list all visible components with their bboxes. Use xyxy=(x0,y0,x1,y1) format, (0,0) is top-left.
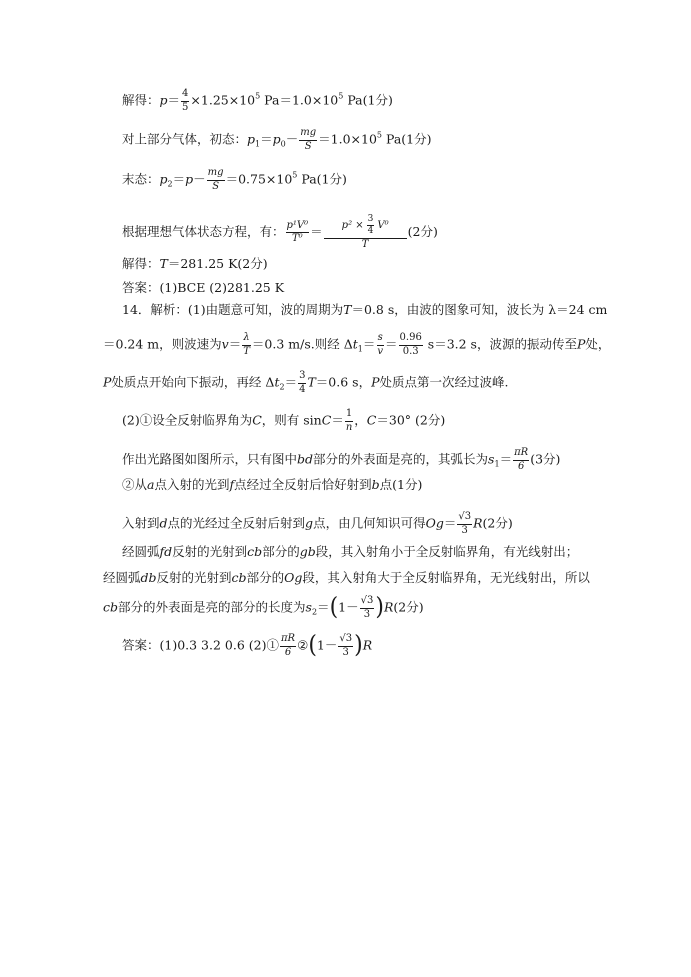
text: 处， xyxy=(585,336,611,352)
fraction xyxy=(207,168,225,192)
text: ②从 xyxy=(122,477,148,492)
answer-line-2 xyxy=(122,631,373,660)
text: 作出光路图如图所示，只有图中 xyxy=(122,451,298,467)
text: (3分) xyxy=(530,451,561,467)
text: 段，其入射角小于全反射临界角，有光线射出； xyxy=(315,544,579,559)
text: 点入射的光到 xyxy=(154,477,230,492)
text: Pa(1分) xyxy=(297,171,347,187)
text: 经圆弧 xyxy=(103,570,141,585)
var-d: d xyxy=(159,515,168,531)
var-p: p xyxy=(185,171,194,187)
solution-line-16 xyxy=(103,593,424,622)
var-cb: cb xyxy=(231,570,247,585)
denominator: 4 xyxy=(367,226,374,237)
denominator: 6 xyxy=(284,646,292,658)
var-P: P xyxy=(103,374,112,390)
numerator: λ xyxy=(242,333,250,346)
subscript: 2 xyxy=(311,607,318,617)
text: s＝3.2 s，波源的振动传至 xyxy=(423,336,577,352)
var-P: P xyxy=(371,374,380,390)
text: ＝ xyxy=(260,131,273,147)
var-p: p xyxy=(247,131,256,147)
denominator: 3 xyxy=(461,524,468,536)
denominator: v xyxy=(377,345,384,357)
text: (2)①设全反射临界角为 xyxy=(122,412,253,428)
text: ＝30° (2分) xyxy=(376,412,446,428)
text: ＝ xyxy=(228,336,242,352)
numerator: πR xyxy=(513,448,529,461)
text: ×1.25×10 xyxy=(190,92,256,108)
solution-line-1 xyxy=(122,89,393,113)
text: p² × xyxy=(341,219,364,231)
var-R: R xyxy=(362,637,373,653)
solution-line-3 xyxy=(122,168,347,192)
subscript: 2 xyxy=(279,382,285,392)
solution-line-9 xyxy=(103,371,508,395)
denominator: T⁰ xyxy=(291,233,303,245)
text: 末态： xyxy=(122,171,160,187)
text: 部分的 xyxy=(246,570,285,585)
text: 段，其入射角大于全反射临界角，无光线射出，所以 xyxy=(302,570,590,585)
var-R: R xyxy=(383,599,394,615)
denominator: 4 xyxy=(299,383,306,395)
fraction xyxy=(298,371,306,395)
fraction xyxy=(345,409,353,433)
text: V⁰ xyxy=(377,219,389,231)
fraction xyxy=(376,333,384,357)
numerator xyxy=(324,215,407,239)
var-gb: gb xyxy=(299,544,316,559)
text: 答案：(1)0.3 3.2 0.6 (2)① xyxy=(122,637,279,653)
text: 解得： xyxy=(122,92,160,108)
text: ， xyxy=(354,412,367,428)
text: － xyxy=(285,131,299,147)
var-fd: fd xyxy=(159,544,173,559)
numerator: mg xyxy=(207,168,225,181)
fraction xyxy=(338,634,353,658)
text: 点(1分) xyxy=(379,477,423,492)
numerator: √3 xyxy=(338,634,353,647)
denominator: S xyxy=(212,180,220,192)
text: ＝0.3 m/s.则经 Δ xyxy=(251,336,353,352)
text: 点的光经过全反射后射到 xyxy=(167,515,306,531)
fraction xyxy=(513,448,529,472)
text: ＝ xyxy=(443,515,457,531)
text: (2分) xyxy=(482,515,513,531)
denominator: 6 xyxy=(517,460,525,472)
numerator: mg xyxy=(299,128,317,141)
text: ＝ xyxy=(284,374,298,390)
text: Pa(1分) xyxy=(343,92,393,108)
var-t: t xyxy=(352,336,358,352)
var-s: s xyxy=(305,599,312,615)
text: 反射的光射到 xyxy=(156,570,232,585)
solution-line-10 xyxy=(122,409,445,433)
text: ② xyxy=(297,637,309,653)
var-db: db xyxy=(140,570,157,585)
numerator: 3 xyxy=(298,371,306,384)
var-cb: cb xyxy=(103,599,119,615)
text: 处质点第一次经过波峰. xyxy=(379,374,509,390)
text: ＝0.75×10 xyxy=(225,171,293,187)
text: 答案：(1)BCE (2)281.25 K xyxy=(122,280,285,295)
var-a: a xyxy=(147,477,155,492)
denominator: 5 xyxy=(182,101,189,113)
var-C: C xyxy=(366,412,377,428)
solution-line-8 xyxy=(103,333,610,357)
denominator: 3 xyxy=(342,646,349,658)
text: 处质点开始向下振动，再经 Δ xyxy=(111,374,275,390)
var-p: p xyxy=(159,92,168,108)
text: 部分的 xyxy=(262,544,300,559)
denominator: S xyxy=(304,140,312,152)
fraction xyxy=(242,333,251,357)
text: 点经过全反射后恰好射到 xyxy=(234,477,372,492)
text: 部分的外表面是亮的，其弧长为 xyxy=(313,451,489,467)
text: － xyxy=(193,171,206,187)
exponent: 5 xyxy=(255,91,261,101)
text: 经圆弧 xyxy=(122,544,160,559)
var-P: P xyxy=(576,336,586,352)
numerator: p¹V⁰ xyxy=(286,221,310,234)
left-paren: ( xyxy=(329,593,339,622)
exponent: 5 xyxy=(376,130,383,140)
numerator: 3 xyxy=(367,215,375,226)
text: ＝ xyxy=(331,412,344,428)
solution-line-2 xyxy=(122,128,432,152)
var-s: s xyxy=(488,451,495,467)
denominator: 0.3 xyxy=(402,345,419,357)
text: ＝ xyxy=(499,451,513,467)
var-b: b xyxy=(371,477,380,492)
exponent: 5 xyxy=(338,91,344,101)
text: ＝ xyxy=(310,224,323,240)
solution-line-7 xyxy=(122,304,607,317)
var-T: T xyxy=(159,256,168,271)
subscript: 1 xyxy=(255,139,261,149)
var-C: C xyxy=(252,412,262,428)
left-paren: ( xyxy=(308,631,317,660)
fraction xyxy=(286,221,310,245)
text: 部分的外表面是亮的部分的长度为 xyxy=(118,599,306,615)
subscript: 1 xyxy=(494,459,500,469)
text: 1－ xyxy=(338,599,359,615)
numerator: 0.96 xyxy=(399,333,423,346)
solution-line-11 xyxy=(122,448,560,472)
var-v: v xyxy=(221,336,229,352)
exponent: 5 xyxy=(292,170,298,180)
subscript: 0 xyxy=(280,139,286,149)
numerator: s xyxy=(377,333,384,346)
solution-line-4 xyxy=(122,215,438,250)
text: ＝0.24 m，则波速为 xyxy=(103,336,222,352)
var-t: t xyxy=(274,374,280,390)
text: 1－ xyxy=(316,637,338,653)
subscript: 2 xyxy=(167,179,173,189)
numerator: πR xyxy=(280,634,296,647)
fraction xyxy=(360,596,375,620)
var-p: p xyxy=(272,131,281,147)
fraction xyxy=(324,215,407,250)
text: 根据理想气体状态方程，有： xyxy=(122,224,285,240)
text: ＝0.8 s，由波的图象可知，波长为 λ＝24 cm xyxy=(351,302,608,317)
text: ＝ xyxy=(317,599,330,615)
var-cb: cb xyxy=(247,544,263,559)
right-paren: ) xyxy=(375,593,384,622)
fraction xyxy=(457,512,472,536)
var-bd: bd xyxy=(297,451,314,467)
denominator: T xyxy=(361,238,369,250)
solution-line-14 xyxy=(122,546,578,559)
denominator: 3 xyxy=(363,608,371,620)
text: ＝ xyxy=(362,336,376,352)
text: 反射的光射到 xyxy=(172,544,248,559)
var-Og: Og xyxy=(284,570,303,585)
numerator: 4 xyxy=(181,89,189,102)
denominator: n xyxy=(345,421,353,433)
var-g: g xyxy=(305,515,314,531)
text: ，则有 sin xyxy=(261,412,322,428)
fraction xyxy=(367,215,375,237)
var-C: C xyxy=(321,412,332,428)
text: 解得： xyxy=(122,256,160,271)
solution-line-12 xyxy=(122,479,422,492)
right-paren: ) xyxy=(354,631,363,660)
text: ＝ xyxy=(167,92,181,108)
fraction xyxy=(399,333,423,357)
numerator: 1 xyxy=(345,409,353,422)
text: 对上部分气体，初态： xyxy=(122,131,248,147)
var-R: R xyxy=(473,515,483,531)
text: Pa＝1.0×10 xyxy=(260,92,339,108)
solution-line-13 xyxy=(122,512,513,536)
numerator: √3 xyxy=(360,596,375,609)
text: Pa(1分) xyxy=(382,131,432,147)
var-p: p xyxy=(159,171,168,187)
answer-line-1 xyxy=(122,282,284,295)
var-T: T xyxy=(343,302,352,317)
text: 点，由几何知识可得 xyxy=(313,515,426,531)
text: ＝0.6 s， xyxy=(315,374,372,390)
text: (2分) xyxy=(407,224,438,240)
text: 入射到 xyxy=(122,515,160,531)
fraction xyxy=(280,634,296,658)
var-T: T xyxy=(307,374,316,390)
fraction xyxy=(181,89,189,113)
denominator: T xyxy=(243,345,250,357)
subscript: 1 xyxy=(357,344,363,354)
text: ＝1.0×10 xyxy=(318,131,377,147)
text: ＝ xyxy=(172,171,186,187)
text: (2分) xyxy=(393,599,424,615)
fraction xyxy=(299,128,317,152)
var-Og: Og xyxy=(425,515,444,531)
solution-line-5 xyxy=(122,258,268,271)
numerator: √3 xyxy=(457,512,472,525)
text: 14．解析：(1)由题意可知，波的周期为 xyxy=(122,302,344,317)
solution-line-15 xyxy=(103,572,590,585)
text: ＝281.25 K(2分) xyxy=(167,256,268,271)
var-f: f xyxy=(229,477,235,492)
text: ＝ xyxy=(385,336,398,352)
